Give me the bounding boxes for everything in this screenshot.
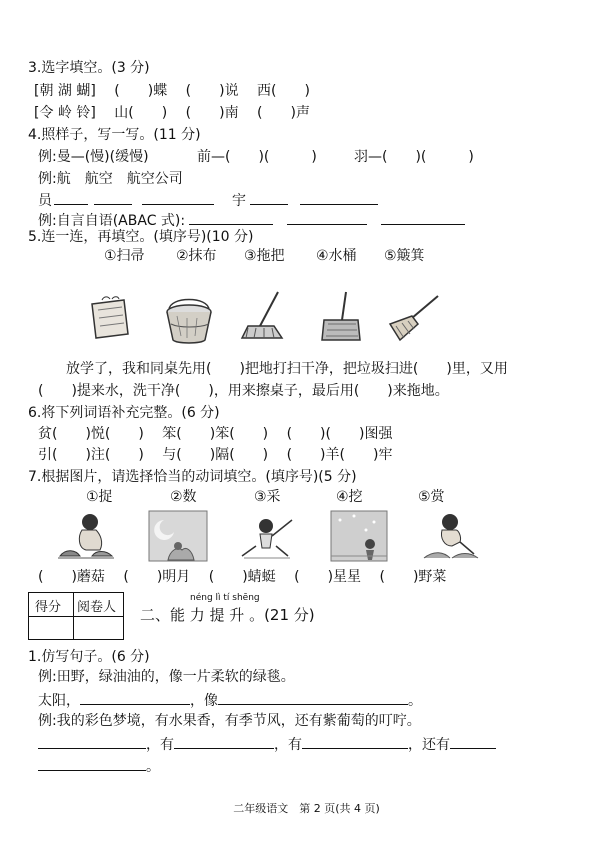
q4-item-yu: 羽—( )( ): [354, 149, 474, 165]
wild-vegetables-picture: [420, 512, 480, 562]
stars-picture: [330, 510, 388, 562]
q5-option-2: ②抹布: [176, 248, 217, 264]
q4-example3: 例:自言自语(ABAC 式):: [38, 210, 465, 230]
s2q1-title: 1.仿写句子。(6 分): [28, 649, 150, 665]
q7-fills: ( )蘑菇 ( )明月 ( )蜻蜓 ( )星星 ( )野菜: [38, 569, 447, 585]
score-box: [28, 592, 124, 640]
q6-row2: 引( )注( ) 与( )隔( ) ( )羊( )牢: [38, 447, 393, 463]
q5-option-3: ③拖把: [244, 248, 285, 264]
bucket-picture: [163, 292, 215, 346]
grader-label: 阅卷人: [77, 600, 117, 615]
q6-title: 6.将下列词语补充完整。(6 分): [28, 405, 220, 421]
q7-option-5: ⑤赏: [418, 489, 445, 505]
moon-picture: [148, 510, 208, 562]
q5-option-4: ④水桶: [316, 248, 357, 264]
q7-option-1: ①捉: [86, 489, 113, 505]
dragonfly-picture: [238, 512, 296, 562]
q5-paragraph-1: 放学了，我和同桌先用( )把地打扫干净，把垃圾扫进( )里，又用: [66, 361, 508, 377]
q5-option-1: ①扫帚: [104, 248, 145, 264]
q3-row2: [令 岭 铃] 山( ) ( )南 ( )声: [34, 105, 310, 121]
q7-option-3: ③采: [254, 489, 281, 505]
s2q1-example2: 例:我的彩色梦境，有水果香，有季节风，还有紫葡萄的叮咛。: [38, 713, 421, 729]
q7-title: 7.根据图片，请选择恰当的动词填空。(填序号)(5 分): [28, 469, 357, 485]
q7-option-4: ④挖: [336, 489, 363, 505]
q4-title: 4.照样子，写一写。(11 分): [28, 127, 201, 143]
q3-row1: [朝 湖 蝴] ( )蝶 ( )说 西( ): [34, 83, 310, 99]
s2q1-line1: 太阳， ，像 。: [38, 690, 422, 710]
mop-picture: [238, 290, 290, 346]
q5-option-5: ⑤簸箕: [384, 248, 425, 264]
cloth-picture: [88, 296, 134, 342]
score-label: 得分: [35, 600, 62, 615]
q3-title: 3.选字填空。(3 分): [28, 60, 150, 76]
broom-picture: [384, 294, 440, 342]
q7-option-2: ②数: [170, 489, 197, 505]
q6-row1: 贫( )悦( ) 笨( )笨( ) ( )( )图强: [38, 426, 393, 442]
q4-example2: 例:航 航空 航空公司: [38, 171, 183, 187]
q4-item-yuan: 员: [38, 190, 214, 210]
s2q1-line2: ，有 ，有 ，还有: [38, 734, 496, 754]
page-footer: 二年级语文 第 2 页(共 4 页): [233, 802, 380, 815]
section2-pinyin: néng lì tí shēng: [190, 593, 260, 603]
q5-paragraph-2: ( )提来水，洗干净( )，用来擦桌子，最后用( )来拖地。: [38, 383, 449, 399]
s2q1-line3: 。: [38, 756, 160, 776]
s2q1-example1: 例:田野，绿油油的，像一片柔软的绿毯。: [38, 669, 295, 685]
q4-example1: 例:曼—(慢)(缓慢): [38, 149, 149, 165]
q5-title: 5.连一连，再填空。(填序号)(10 分): [28, 229, 254, 245]
mushroom-picture: [56, 512, 116, 562]
q4-item-yu2: 宇: [232, 190, 378, 210]
q4-item-qian: 前—( )( ): [197, 149, 317, 165]
section2-title: 二、能 力 提 升 。(21 分): [140, 606, 315, 624]
dustpan-picture: [318, 290, 364, 346]
